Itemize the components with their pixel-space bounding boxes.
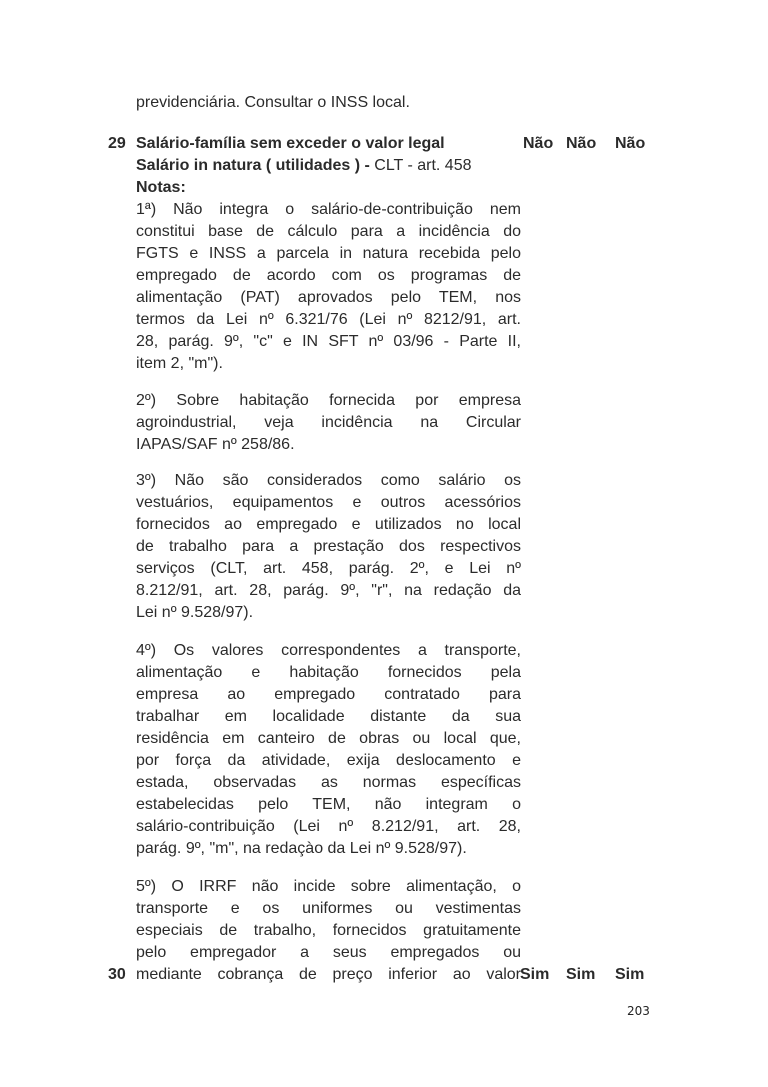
item-30-col3: Sim bbox=[615, 966, 645, 983]
item-29-subtitle bbox=[136, 155, 521, 177]
note-5 bbox=[136, 876, 521, 986]
note-5-line: pelo empregador a seus empregados ou bbox=[136, 944, 521, 961]
note-4-line: residência em canteiro de obras ou local que, bbox=[136, 730, 521, 747]
page-number: 203 bbox=[627, 1004, 650, 1018]
subtitle-rest: CLT - art. 458 bbox=[369, 157, 472, 174]
note-4-line: parág. 9º, "m", na redaçào da Lei nº 9.528/97). bbox=[136, 840, 467, 857]
note-1-line: FGTS e INSS a parcela in natura recebida pelo bbox=[136, 245, 521, 262]
note-4 bbox=[136, 640, 521, 860]
notes-label: Notas: bbox=[136, 179, 186, 196]
note-3 bbox=[136, 470, 521, 624]
note-2-line: IAPAS/SAF nº 258/86. bbox=[136, 436, 295, 453]
note-4-line: por força da atividade, exija deslocamento e bbox=[136, 752, 521, 769]
note-4-line: salário-contribuição (Lei nº 8.212/91, art. 28, bbox=[136, 818, 521, 835]
note-3-line: de trabalho para a prestação dos respectivos bbox=[136, 538, 521, 555]
note-5-line: 5º) O IRRF não incide sobre alimentação, o bbox=[136, 878, 521, 895]
note-3-line: 3º) Não são considerados como salário os bbox=[136, 472, 521, 489]
note-1-line: 28, parág. 9º, "c" e IN SFT nº 03/96 - Parte II, bbox=[136, 333, 521, 350]
item-30-col2: Sim bbox=[566, 966, 596, 983]
note-5-line: especiais de trabalho, fornecidos gratuitamente bbox=[136, 922, 521, 939]
note-2-line: agroindustrial, veja incidência na Circular bbox=[136, 414, 521, 431]
item-29-col1: Não bbox=[523, 135, 554, 152]
note-3-line: vestuários, equipamentos e outros acessórios bbox=[136, 494, 521, 511]
note-1-line: termos da Lei nº 6.321/76 (Lei nº 8212/91, art. bbox=[136, 311, 521, 328]
item-30-number: 30 bbox=[108, 966, 126, 983]
note-5-line: mediante cobrança de preço inferior ao valor bbox=[136, 966, 521, 983]
note-1 bbox=[136, 199, 521, 375]
note-1-line: alimentação (PAT) aprovados pelo TEM, nos bbox=[136, 289, 521, 306]
item-29-col3: Não bbox=[615, 135, 646, 152]
note-4-line: empresa ao empregado contratado para bbox=[136, 686, 521, 703]
item-29-number: 29 bbox=[108, 135, 126, 152]
note-5-line: transporte e os uniformes ou vestimentas bbox=[136, 900, 521, 917]
subtitle-bold: Salário in natura ( utilidades ) - bbox=[136, 157, 370, 174]
note-3-line: Lei nº 9.528/97). bbox=[136, 604, 254, 621]
note-2 bbox=[136, 390, 521, 456]
item-29-title: Salário-família sem exceder o valor legal bbox=[136, 135, 445, 152]
item-30-col1: Sim bbox=[520, 966, 550, 983]
note-1-line: empregado de acordo com os programas de bbox=[136, 267, 521, 284]
note-3-line: 8.212/91, art. 28, parág. 9º, "r", na redação da bbox=[136, 582, 521, 599]
note-4-line: estabelecidas pelo TEM, não integram o bbox=[136, 796, 521, 813]
note-4-line: 4º) Os valores correspondentes a transporte, bbox=[136, 642, 521, 659]
note-4-line: trabalhar em localidade distante da sua bbox=[136, 708, 521, 725]
note-1-line: item 2, "m"). bbox=[136, 355, 223, 372]
note-1-line: 1ª) Não integra o salário-de-contribuição nem bbox=[136, 201, 521, 218]
note-4-line: estada, observadas as normas específicas bbox=[136, 774, 521, 791]
item-29-col2: Não bbox=[566, 135, 597, 152]
note-1-line: constitui base de cálculo para a incidência do bbox=[136, 223, 521, 240]
note-3-line: fornecidos ao empregado e utilizados no local bbox=[136, 516, 521, 533]
note-2-line: 2º) Sobre habitação fornecida por empresa bbox=[136, 392, 521, 409]
note-4-line: alimentação e habitação fornecidos pela bbox=[136, 664, 521, 681]
continuation-line: previdenciária. Consultar o INSS local. bbox=[136, 94, 410, 111]
note-3-line: serviços (CLT, art. 458, parág. 2º, e Lei nº bbox=[136, 560, 521, 577]
